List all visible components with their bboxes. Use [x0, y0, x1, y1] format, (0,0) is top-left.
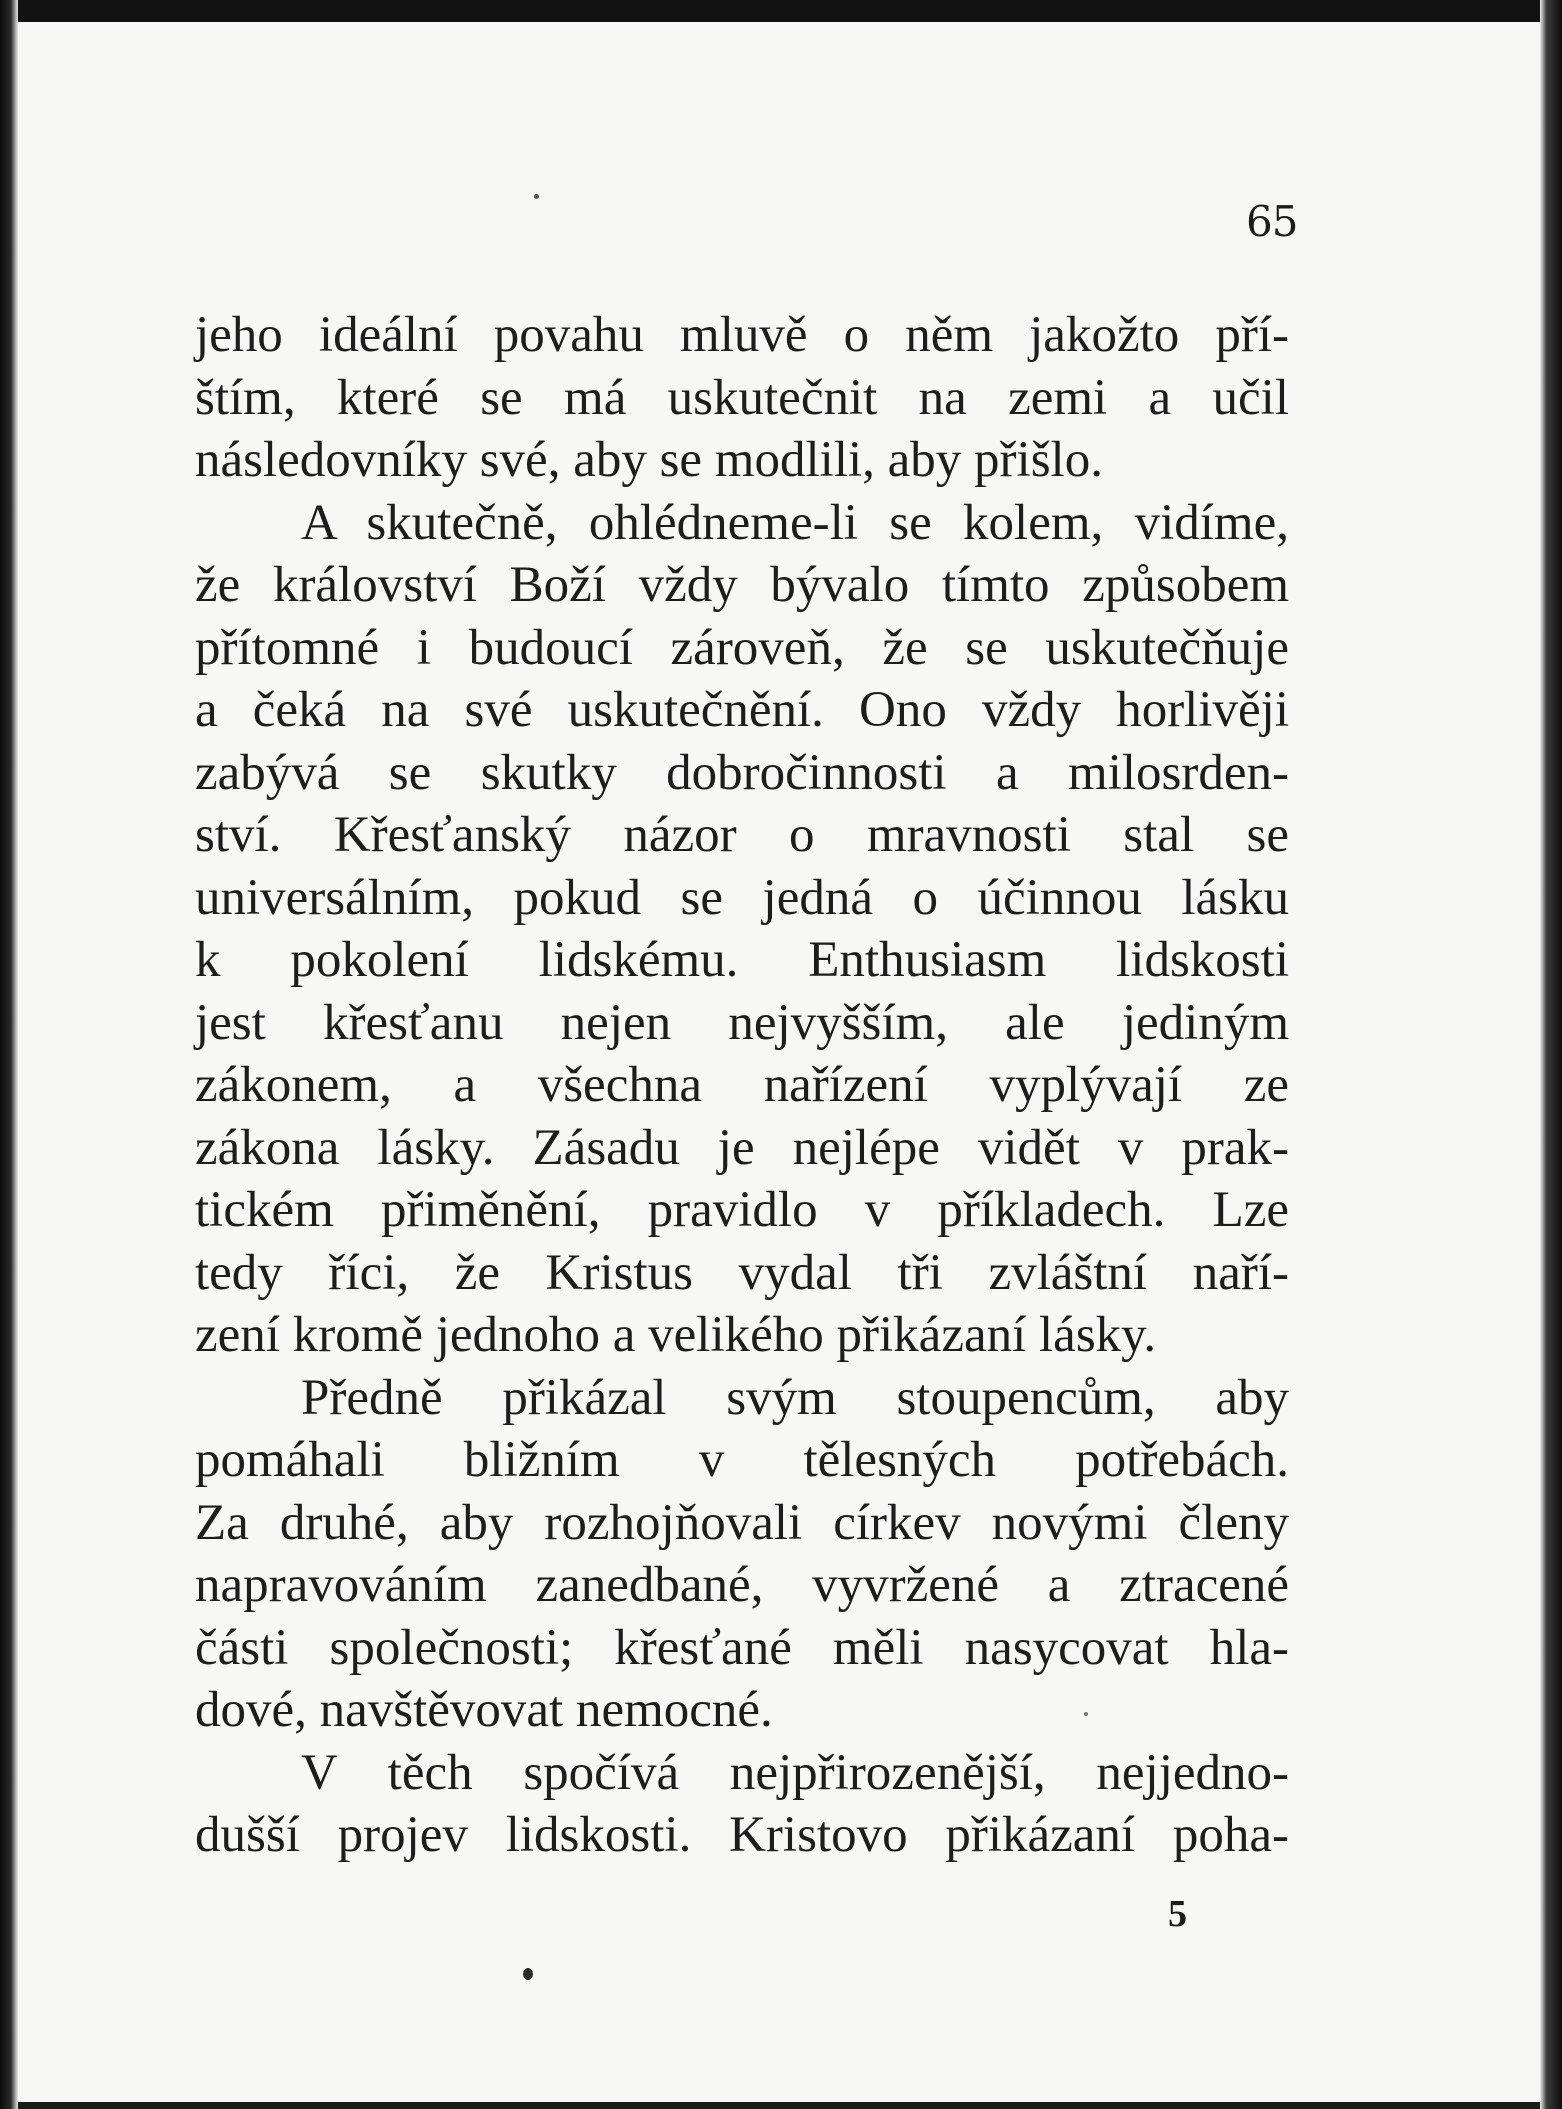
text-line: tedy říci, že Kristus vydal tři zvláštní naří-	[195, 1244, 1289, 1301]
text-line: k pokolení lidskému. Enthusiasm lidskosti	[195, 932, 1289, 988]
text-line: V těch spočívá nejpřirozenější, nejjedno-	[301, 1744, 1289, 1801]
book-page	[18, 22, 1540, 2102]
text-line: A skutečně, ohlédneme-li se kolem, vidíme,	[301, 494, 1289, 551]
text-line: zákona lásky. Zásadu je nejlépe vidět v prak-	[195, 1119, 1289, 1176]
printer-signature-mark: 5	[1168, 1893, 1187, 1935]
speck-mark	[523, 1968, 533, 1980]
text-line: dové, navštěvovat nemocné.	[195, 1682, 773, 1738]
text-line: jest křesťanu nejen nejvyšším, ale jediným	[195, 994, 1289, 1051]
text-line: dušší projev lidskosti. Kristovo přikázaní poha-	[195, 1807, 1289, 1863]
text-line: Předně přikázal svým stoupencům, aby	[301, 1369, 1289, 1426]
text-line: pomáhali bližním v tělesných potřebách.	[195, 1432, 1289, 1488]
text-line: jeho ideální povahu mluvě o něm jakožto pří-	[195, 307, 1289, 363]
text-line: zabývá se skutky dobročinnosti a milosrden-	[195, 744, 1289, 801]
scan-border-top	[0, 0, 1562, 22]
text-line: ství. Křesťanský názor o mravnosti stal se	[195, 807, 1289, 863]
text-line: napravováním zanedbané, vyvržené a ztracené	[195, 1557, 1289, 1613]
text-line: štím, které se má uskutečnit na zemi a učil	[195, 369, 1289, 426]
speck-mark	[1084, 1712, 1088, 1716]
text-line: že království Boží vždy bývalo tímto způsobem	[195, 557, 1289, 613]
text-line: a čeká na své uskutečnění. Ono vždy horlivěji	[195, 682, 1289, 738]
text-line: následovníky své, aby se modlili, aby přišlo.	[195, 432, 1103, 488]
text-line: části společnosti; křesťané měli nasycovat hla-	[195, 1619, 1289, 1676]
text-line: tickém přiměnění, pravidlo v příkladech. Lze	[195, 1182, 1289, 1238]
page-number: 65	[1246, 197, 1298, 246]
scan-border-left	[0, 0, 18, 2109]
text-line: zákonem, a všechna nařízení vyplývají ze	[195, 1057, 1289, 1113]
scan-border-right	[1540, 0, 1562, 2109]
text-line: zení kromě jednoho a velikého přikázaní lásky.	[195, 1307, 1157, 1363]
text-line: přítomné i budoucí zároveň, že se uskutečňuje	[195, 619, 1289, 676]
speck-mark	[534, 194, 539, 199]
text-line: universálním, pokud se jedná o účinnou lásku	[195, 869, 1289, 926]
text-line: Za druhé, aby rozhojňovali církev novými členy	[195, 1494, 1289, 1551]
body-text	[195, 304, 1289, 1867]
